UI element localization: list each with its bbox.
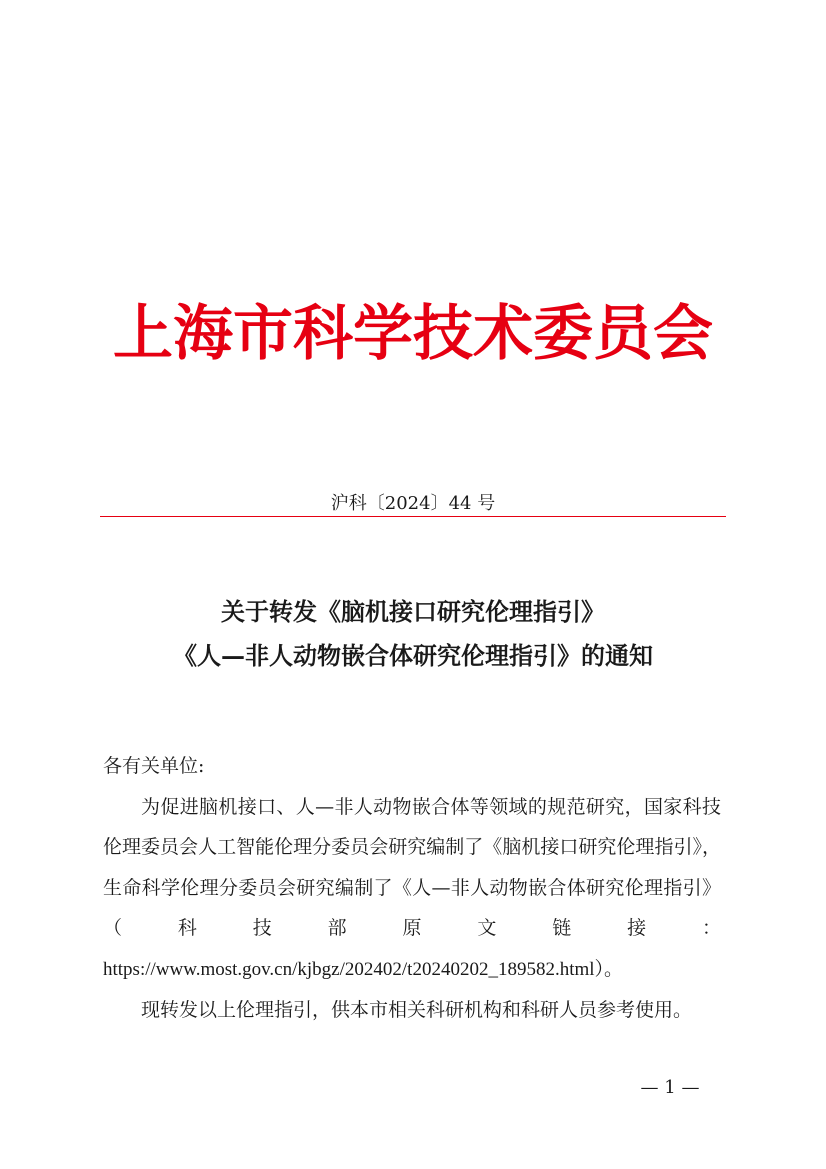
salutation: 各有关单位:	[103, 755, 205, 777]
body-paragraph-1-text: 为促进脑机接口、人—非人动物嵌合体等领域的规范研究，国家科技伦理委员会人工智能伦理分委员会研究编制了《脑机接口研究伦理指引》，生命科学伦理分委员会研究编制了《人—非人动物嵌合体研究伦理指引》（科技部原文链接：	[103, 795, 721, 939]
body-paragraph-2: 现转发以上伦理指引，供本市相关科研机构和科研人员参考使用。	[141, 999, 693, 1021]
page-number: — 1 —	[640, 1077, 700, 1098]
body-paragraph-1-end: ）。	[594, 957, 624, 980]
document-title	[60, 590, 766, 678]
document-title-line-2: 《人—非人动物嵌合体研究伦理指引》的通知	[173, 641, 653, 670]
red-divider-line	[100, 516, 726, 517]
source-link: https://www.most.gov.cn/kjbgz/202402/t20240202_189582.html	[103, 958, 595, 980]
document-body	[103, 746, 721, 1031]
document-number: 沪科〔2024〕44 号	[330, 493, 496, 514]
document-title-line-1: 关于转发《脑机接口研究伦理指引》	[221, 597, 605, 626]
body-paragraph-1	[103, 787, 721, 991]
issuing-organization-header: 上海市科学技术委员会	[113, 299, 713, 369]
